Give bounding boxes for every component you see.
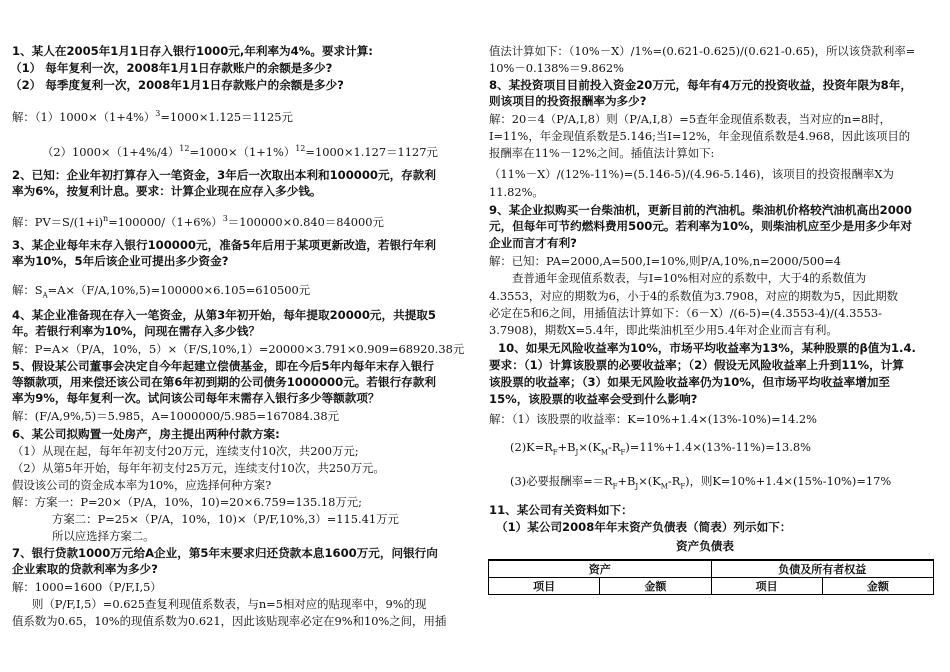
line-part-t: 2、已知：企业年初打算存入一笔资金，3年后一次取出本利和100000元，存款利 — [12, 168, 436, 182]
line-part-t4: -R — [608, 440, 621, 454]
right-line-25 — [496, 520, 791, 534]
left-line-19 — [12, 444, 359, 458]
line-part-t3: ×(K — [638, 474, 661, 488]
line-part-t: 解：PV＝S/(1+i) — [12, 215, 104, 229]
line-part-t: 要求：（1）计算该股票的必要收益率；（2）假设无风险收益率上升到11%，计算 — [489, 358, 904, 372]
line-part-t: 3.7908)，期数X=5.4年，即此柴油机至少用5.4年对企业而言有利。 — [489, 323, 838, 337]
line-part-t5: )，则K=10%+1.4×(15%-10%)=17% — [685, 474, 892, 488]
right-line-16 — [489, 323, 838, 337]
line-part-s2: 12 — [295, 144, 306, 153]
line-part-t: I=11%，年金现值系数是5.146;当I=12%，年金现值系数是4.968，因此该项目的 — [489, 129, 911, 143]
left-line-4 — [42, 142, 438, 159]
line-part-t: 9、某企业拟购买一台柴油机，更新目前的汽油机。柴油机价格较汽油机高出2000 — [489, 203, 912, 217]
line-part-t: 15%，该股票的收益率会受到什么影响? — [489, 392, 698, 406]
left-line-14 — [12, 359, 434, 373]
right-line-24 — [489, 503, 633, 517]
right-line-7 — [489, 167, 894, 181]
line-part-t3: =1000×1.127＝1127元 — [305, 145, 438, 159]
header-item-assets: 项目 — [489, 578, 600, 595]
line-part-sub4: F — [620, 448, 626, 457]
line-part-t: 6、某公司拟购置一处房产，房主提出两种付款方案: — [12, 427, 280, 441]
line-part-t: 解：(F/A,9%,5)＝5.985，A=1000000/5.985=167084.38元 — [12, 409, 340, 423]
left-line-22 — [12, 495, 362, 509]
line-part-t: （2）1000×（1+4%/4） — [42, 145, 180, 159]
right-line-14 — [489, 289, 898, 303]
left-line-7 — [12, 212, 384, 229]
line-part-sub: F — [552, 448, 558, 457]
table-title: 资产负债表 — [676, 539, 734, 553]
line-part-t: 3、某企业每年末存入银行100000元，准备5年后用于某项更新改造，若银行年利 — [12, 238, 436, 252]
line-part-sub: A — [42, 291, 48, 300]
line-part-t2: =1000×1.125＝1125元 — [160, 110, 293, 124]
line-part-t: 报酬率在11%－12%之间。插值法计算如下: — [489, 146, 715, 160]
line-part-t: 率为6%，按复利计息。要求：计算企业现在应存入多少钱。 — [12, 184, 322, 198]
line-part-s: n — [103, 214, 109, 223]
left-line-1 — [10, 61, 332, 75]
line-part-t: (3)必要报酬率=＝R — [510, 474, 613, 488]
line-part-t: 解：S — [12, 283, 43, 297]
line-part-t3: ×(K — [578, 440, 601, 454]
line-part-t2: =1000×（1+1%） — [189, 145, 296, 159]
line-part-t: （1） 每年复利一次，2008年1月1日存款账户的余额是多少? — [10, 61, 333, 75]
left-line-26 — [12, 562, 158, 576]
left-line-3 — [12, 107, 293, 124]
line-part-t: 1、某人在2005年1月1日存入银行1000元,年利率为4%。要求计算: — [12, 44, 373, 58]
left-line-27 — [12, 580, 162, 594]
right-line-4 — [489, 112, 891, 126]
line-part-t: (2)K=R — [510, 440, 553, 454]
line-part-t: 则（P/F,I,5）=0.625查复利现值系数表，与n=5相对应的贴现率中，9%的现 — [32, 597, 427, 611]
right-line-15 — [489, 306, 882, 320]
left-line-13 — [12, 342, 464, 356]
line-part-t: （1）某公司2008年年末资产负债表（简表）列示如下： — [496, 520, 792, 534]
right-line-5 — [489, 129, 910, 143]
right-line-0 — [489, 44, 915, 58]
line-part-t: 解：P=A×（P/A，10%，5）×（F/S,10%,1）=20000×3.791×0.909=68920.38元 — [12, 342, 465, 356]
line-part-t: 解：20＝4（P/A,I,8）则（P/A,I,8）=5查年金现值系数表，当对应的n=8时， — [489, 112, 892, 126]
balance-sheet-table — [488, 559, 934, 595]
line-part-t: （1）从现在起，每年年初支付20万元，连续支付10次，共200万元; — [12, 444, 359, 458]
header-amount-assets: 金额 — [600, 578, 711, 595]
line-part-t: 解：1000=1600（P/F,I,5） — [12, 580, 162, 594]
right-line-13 — [512, 271, 866, 285]
left-line-23 — [52, 512, 399, 526]
right-line-18 — [489, 358, 904, 372]
line-part-t2: +B — [617, 474, 636, 488]
left-line-25 — [12, 546, 438, 560]
line-part-t: 该股票的收益率；（3）如果无风险收益率仍为10%，但市场平均收益率增加至 — [489, 375, 891, 389]
line-part-t: 率为9%，每年复利一次。试问该公司每年末需存入银行多少等额款项？ — [12, 391, 380, 405]
line-part-sub: F — [612, 482, 618, 491]
left-line-29 — [12, 614, 446, 628]
line-part-t: 年。若银行利率为10%，问现在需存入多少钱？ — [12, 324, 261, 338]
right-line-2 — [489, 78, 912, 92]
left-line-2 — [10, 78, 344, 92]
line-part-t: 7、银行贷款1000万元给A企业，第5年末要求归还贷款本息1600万元，问银行向 — [12, 546, 438, 560]
left-line-16 — [12, 391, 380, 405]
line-part-t: 必定在5和6之间，用插值法计算如下：（6－X）/(6-5)=(4.3553-4)/(4.3553- — [489, 306, 883, 320]
line-part-s: 3 — [155, 109, 161, 118]
line-part-t: （2） 每季度复利一次，2008年1月1日存款账户的余额是多少? — [10, 78, 344, 92]
left-line-28 — [32, 597, 426, 611]
line-part-sub2: J — [635, 482, 639, 491]
line-part-t: 企业索取的贷款利率为多少? — [12, 562, 158, 576]
header-amount-liabilities: 金额 — [822, 578, 933, 595]
line-part-t2: =A×（F/A,10%,5)=100000×6.105=610500元 — [47, 283, 311, 297]
left-line-10 — [12, 283, 310, 302]
line-part-sub3: M — [660, 482, 668, 491]
line-part-t: 率为10%，5年后该企业可提出多少资金? — [12, 254, 229, 268]
line-part-s: 12 — [179, 144, 190, 153]
right-line-8 — [489, 185, 544, 199]
line-part-t: 解：（1）该股票的收益率：K=10%+1.4×(13%-10%)=14.2% — [489, 412, 817, 426]
line-part-t: 值系数为0.65，10%的现值系数为0.621，因此该贴现率必定在9%和10%之间，用插 — [12, 614, 447, 628]
right-line-22 — [510, 440, 811, 459]
left-line-0 — [12, 44, 373, 58]
left-line-12 — [12, 324, 260, 338]
right-line-21 — [489, 412, 817, 426]
line-part-t: （2）从第5年开始，每年年初支付25万元，连续支付10次，共250万元。 — [12, 461, 385, 475]
left-line-24 — [52, 529, 155, 543]
left-line-21 — [12, 478, 271, 492]
line-part-t4: -R — [667, 474, 681, 488]
group-assets: 资产 — [489, 560, 712, 578]
right-line-6 — [489, 146, 714, 160]
right-line-17 — [498, 341, 916, 355]
line-part-t: 等额款项，用来偿还该公司在第6年初到期的公司债务1000000元。若银行存款利 — [12, 375, 436, 389]
line-part-t: 8、某投资项目目前投入资金20万元，每年有4万元的投资收益，投资年限为8年， — [489, 78, 912, 92]
line-part-t: 10、如果无风险收益率为10%，市场平均收益率为13%，某种股票的β值为1.4. — [498, 341, 916, 355]
line-part-t3: ＝100000×0.840＝84000元 — [227, 215, 384, 229]
line-part-t: 查普通年金现值系数表，与I=10%相对应的系数中，大于4的系数值为 — [512, 271, 867, 285]
line-part-t: 方案二：P=25×（P/A，10%，10)×（P/F,10%,3）=115.41万元 — [52, 512, 399, 526]
group-liabilities: 负债及所有者权益 — [711, 560, 934, 578]
line-part-t: 企业而言才有利? — [489, 236, 577, 250]
line-part-t: 所以应选择方案二。 — [52, 529, 155, 543]
right-line-19 — [489, 375, 890, 389]
line-part-t: 解：方案一：P=20×（P/A，10%，10)=20×6.759=135.18万元; — [12, 495, 362, 509]
left-line-18 — [12, 427, 280, 441]
line-part-t: 则该项目的投资报酬率为多少? — [489, 94, 647, 108]
line-part-sub2: J — [575, 448, 579, 457]
left-line-20 — [12, 461, 385, 475]
line-part-t: 4、某企业准备现在存入一笔资金，从第3年初开始，每年提取20000元，共提取5 — [12, 308, 436, 322]
right-line-11 — [489, 236, 577, 250]
line-part-t: 假设该公司的资金成本率为10%，应选择何种方案? — [12, 478, 272, 492]
line-part-s2: 3 — [222, 214, 228, 223]
left-line-15 — [12, 375, 436, 389]
line-part-t: 元，但每年可节约燃料费用500元。若利率为10%，则柴油机应至少是用多少年对 — [489, 219, 912, 233]
left-line-6 — [12, 184, 322, 198]
left-line-5 — [12, 168, 436, 182]
line-part-t: 5、假设某公司董事会决定自今年起建立偿债基金，即在今后5年内每年末存入银行 — [12, 359, 434, 373]
line-part-t: 值法计算如下：（10%－X）/1%=(0.621-0.625)/(0.621-0.65)，所以该贷款利率= — [489, 44, 916, 58]
left-line-9 — [12, 254, 228, 268]
line-part-t: 11、某公司有关资料如下： — [489, 503, 633, 517]
left-line-17 — [12, 409, 339, 423]
right-line-1 — [489, 61, 624, 75]
header-item-liabilities: 项目 — [711, 578, 822, 595]
line-part-t: 4.3553，对应的期数为6，小于4的系数值为3.7908，对应的期数为5，因此期数 — [489, 289, 899, 303]
line-part-t: 11.82%。 — [489, 185, 544, 199]
line-part-t2: +B — [557, 440, 576, 454]
line-part-sub4: F — [680, 482, 686, 491]
line-part-sub3: M — [600, 448, 609, 457]
left-line-11 — [12, 308, 436, 322]
line-part-t: 解：（1）1000×（1+4%） — [12, 110, 156, 124]
line-part-t: 解：已知：PA=2000,A=500,I=10%,则P/A,10%,n=2000/500=4 — [489, 254, 841, 268]
right-line-12 — [489, 254, 841, 268]
line-part-t: （11%－X）/(12%-11%)=(5.146-5)/(4.96-5.146)，该项目的投资报酬率X为 — [489, 167, 894, 181]
right-line-10 — [489, 219, 912, 233]
line-part-t5: )=11%+1.4×(13%-11%)=13.8% — [625, 440, 811, 454]
right-line-9 — [489, 203, 912, 217]
right-line-20 — [489, 392, 697, 406]
right-line-23 — [510, 474, 891, 493]
right-line-3 — [489, 94, 646, 108]
left-line-8 — [12, 238, 436, 252]
line-part-t: 10%－0.138%＝9.862% — [489, 61, 624, 75]
line-part-t2: =100000/（1+6%） — [108, 215, 223, 229]
